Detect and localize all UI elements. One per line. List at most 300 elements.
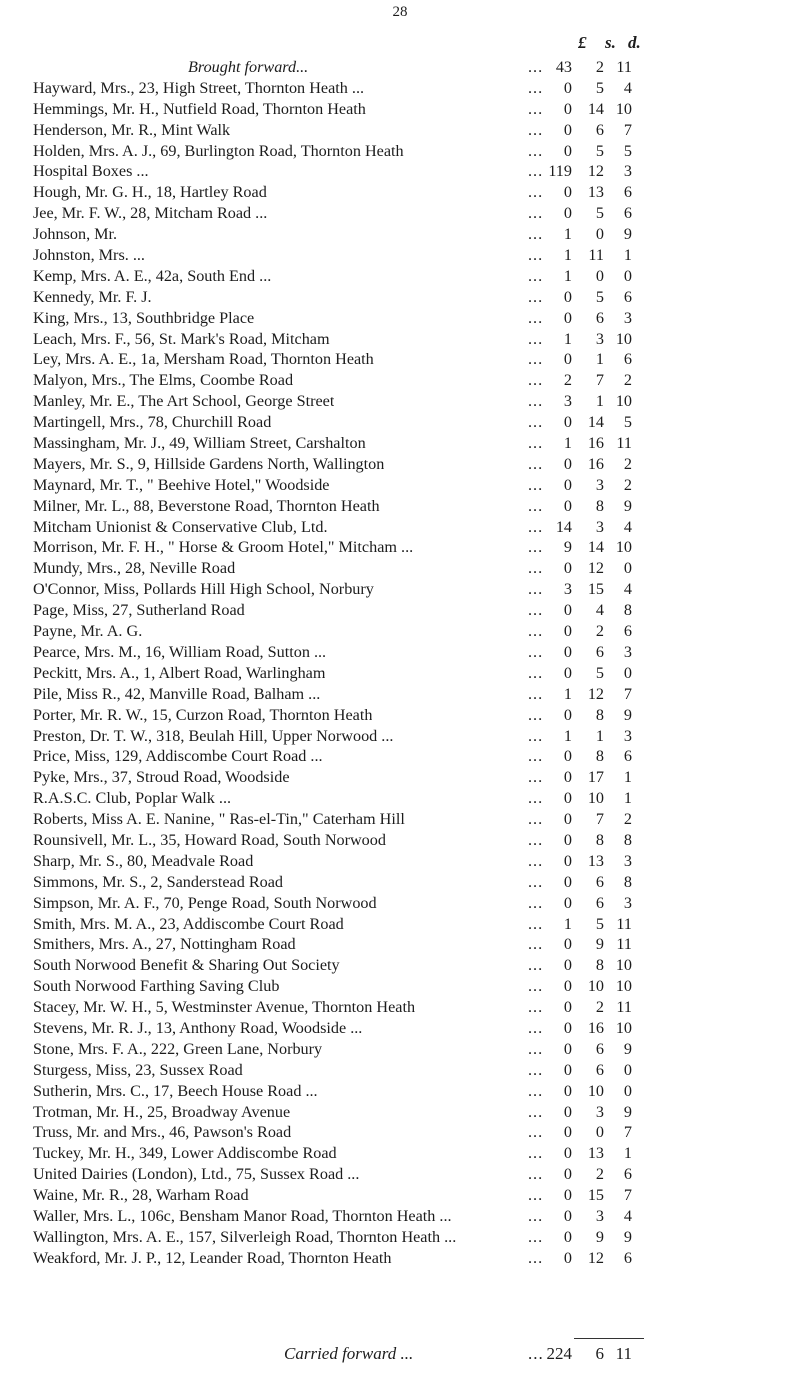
shillings-value: 5: [595, 914, 604, 933]
shillings-value: 12: [587, 684, 604, 703]
shillings-value: 9: [595, 1227, 604, 1246]
ledger-row: [0, 1060, 800, 1081]
pence-value: 10: [615, 977, 632, 996]
entry-name: Kemp, Mrs. A. E., 42a, South End ...: [33, 266, 272, 285]
entry-name: Ley, Mrs. A. E., 1a, Mersham Road, Thornton Heath: [33, 350, 374, 369]
entry-name: Weakford, Mr. J. P., 12, Leander Road, Thornton Heath: [33, 1248, 392, 1267]
shillings-value: 1: [595, 392, 604, 411]
ledger-row: [0, 663, 800, 684]
entry-name: Waller, Mrs. L., 106c, Bensham Manor Road, Thornton Heath ...: [33, 1206, 452, 1225]
pence-value: 10: [615, 956, 632, 975]
pence-value: 0: [623, 559, 632, 578]
entry-name: South Norwood Benefit & Sharing Out Society: [33, 956, 340, 975]
entry-name: Martingell, Mrs., 78, Churchill Road: [33, 413, 272, 432]
pence-value: 3: [623, 726, 632, 745]
pence-value: 9: [623, 1227, 632, 1246]
shillings-value: 14: [587, 99, 604, 118]
pounds-value: 0: [563, 642, 572, 661]
leader-dots: ...: [528, 246, 544, 265]
shillings-value: 10: [587, 1081, 604, 1100]
pounds-value: 0: [563, 1165, 572, 1184]
leader-dots: ...: [528, 1206, 544, 1225]
leader-dots: ...: [528, 1248, 544, 1267]
ledger-row: [0, 558, 800, 579]
leader-dots: ...: [528, 956, 544, 975]
pence-value: 4: [623, 517, 632, 536]
pence-value: 2: [623, 371, 632, 390]
pounds-value: 0: [563, 1227, 572, 1246]
pence-value: 6: [623, 1165, 632, 1184]
shillings-value: 0: [595, 1123, 604, 1142]
pence-value: 11: [616, 914, 632, 933]
ledger-row: [0, 475, 800, 496]
shillings-value: 3: [595, 517, 604, 536]
leader-dots: ...: [528, 872, 544, 891]
entry-name: Rounsivell, Mr. L., 35, Howard Road, South Norwood: [33, 830, 386, 849]
pounds-value: 0: [563, 1102, 572, 1121]
pence-value: 2: [623, 475, 632, 494]
leader-dots: ...: [528, 747, 544, 766]
pounds-value: 0: [563, 663, 572, 682]
entry-name: Waine, Mr. R., 28, Warham Road: [33, 1186, 249, 1205]
leader-dots: ...: [528, 162, 544, 181]
ledger-row: [0, 203, 800, 224]
entry-name: Pearce, Mrs. M., 16, William Road, Sutton ...: [33, 642, 327, 661]
ledger-row: [0, 767, 800, 788]
ledger-row: [0, 705, 800, 726]
pence-value: 11: [616, 58, 632, 76]
ledger-row: [0, 78, 800, 99]
brought-forward-row: [0, 57, 800, 78]
pounds-value: 14: [555, 517, 572, 536]
shillings-value: 12: [587, 559, 604, 578]
pounds-value: 0: [563, 830, 572, 849]
entry-name: Pyke, Mrs., 37, Stroud Road, Woodside: [33, 768, 290, 787]
ledger-row: [0, 224, 800, 245]
entry-name: Hemmings, Mr. H., Nutfield Road, Thornton Heath: [33, 99, 366, 118]
shillings-value: 6: [595, 642, 604, 661]
entry-name: Peckitt, Mrs. A., 1, Albert Road, Warlingham: [33, 663, 326, 682]
ledger-row: [0, 287, 800, 308]
leader-dots: ...: [528, 120, 544, 139]
shillings-value: 5: [595, 78, 604, 97]
leader-dots: ...: [528, 684, 544, 703]
ledger-row: [0, 621, 800, 642]
ledger-row: [0, 684, 800, 705]
pence-value: 1: [623, 789, 632, 808]
ledger-row: [0, 746, 800, 767]
pence-value: 8: [623, 830, 632, 849]
ledger-row: [0, 1081, 800, 1102]
pence-value: 6: [623, 622, 632, 641]
pence-value: 3: [623, 642, 632, 661]
pence-value: 5: [623, 141, 632, 160]
entry-name: Wallington, Mrs. A. E., 157, Silverleigh Road, Thornton Heath ...: [33, 1227, 457, 1246]
pounds-value: 1: [563, 266, 572, 285]
ledger-row: [0, 1164, 800, 1185]
entry-name: United Dairies (London), Ltd., 75, Sussex Road ...: [33, 1165, 360, 1184]
pounds-value: 0: [563, 204, 572, 223]
ledger-row: [0, 496, 800, 517]
leader-dots: ...: [528, 1018, 544, 1037]
leader-dots: ...: [528, 308, 544, 327]
pounds-value: 0: [563, 287, 572, 306]
ledger-row: [0, 726, 800, 747]
entry-name: Hospital Boxes ...: [33, 162, 149, 181]
leader-dots: ...: [528, 726, 544, 745]
total-rule: [574, 1338, 644, 1339]
pence-value: 10: [615, 392, 632, 411]
entry-name: Henderson, Mr. R., Mint Walk: [33, 120, 231, 139]
leader-dots: ...: [528, 705, 544, 724]
pounds-value: 0: [563, 413, 572, 432]
pounds-value: 3: [563, 392, 572, 411]
leader-dots: ...: [528, 998, 544, 1017]
pence-value: 1: [623, 1144, 632, 1163]
entry-name: South Norwood Farthing Saving Club: [33, 977, 280, 996]
leader-dots: ...: [528, 371, 544, 390]
leader-dots: ...: [528, 266, 544, 285]
shillings-value: 2: [595, 1165, 604, 1184]
shillings-value: 8: [595, 956, 604, 975]
pounds-value: 0: [563, 1060, 572, 1079]
pounds-value: 0: [563, 78, 572, 97]
shillings-value: 5: [595, 141, 604, 160]
ledger-row: [0, 914, 800, 935]
pounds-value: 119: [548, 162, 572, 181]
pence-value: 6: [623, 183, 632, 202]
entry-name: Mundy, Mrs., 28, Neville Road: [33, 559, 236, 578]
pence-value: 10: [615, 329, 632, 348]
shillings-value: 6: [595, 120, 604, 139]
pounds-value: 0: [563, 1039, 572, 1058]
pounds-value: 1: [563, 684, 572, 703]
pounds-value: 0: [563, 454, 572, 473]
pence-value: 7: [623, 1186, 632, 1205]
pounds-value: 0: [563, 956, 572, 975]
shillings-value: 16: [587, 454, 604, 473]
ledger-row: [0, 391, 800, 412]
pounds-value: 0: [563, 998, 572, 1017]
leader-dots: ...: [528, 768, 544, 787]
entry-name: Hayward, Mrs., 23, High Street, Thornton Heath ...: [33, 78, 365, 97]
leader-dots: ...: [528, 642, 544, 661]
leader-dots: ...: [528, 434, 544, 453]
shillings-value: 13: [587, 851, 604, 870]
shillings-total: 6: [595, 1344, 604, 1363]
shillings-value: 10: [587, 977, 604, 996]
pence-value: 11: [616, 998, 632, 1017]
leader-dots: ...: [528, 183, 544, 202]
entry-name: Holden, Mrs. A. J., 69, Burlington Road, Thornton Heath: [33, 141, 404, 160]
shillings-value: 15: [587, 1186, 604, 1205]
entry-name: Milner, Mr. L., 88, Beverstone Road, Thornton Heath: [33, 496, 380, 515]
pounds-value: 0: [563, 496, 572, 515]
pence-value: 6: [623, 204, 632, 223]
ledger-row: [0, 1185, 800, 1206]
ledger-row: [0, 1039, 800, 1060]
ledger-row: [0, 329, 800, 350]
ledger-row: [0, 1122, 800, 1143]
pounds-value: 1: [563, 726, 572, 745]
ledger-row: [0, 893, 800, 914]
ledger-row: [0, 976, 800, 997]
leader-dots: ...: [528, 204, 544, 223]
leader-dots: ...: [528, 1123, 544, 1142]
pence-value: 9: [623, 705, 632, 724]
shillings-value: 6: [595, 893, 604, 912]
pence-value: 3: [623, 851, 632, 870]
leader-dots: ...: [528, 1344, 544, 1363]
shillings-value: 17: [587, 768, 604, 787]
ledger-row: [0, 537, 800, 558]
entry-name: Tuckey, Mr. H., 349, Lower Addiscombe Road: [33, 1144, 337, 1163]
entry-name: Trotman, Mr. H., 25, Broadway Avenue: [33, 1102, 291, 1121]
ledger-row: [0, 120, 800, 141]
ledger-row: [0, 1227, 800, 1248]
carried-forward-row: [0, 1342, 800, 1366]
pence-value: 3: [623, 308, 632, 327]
shillings-value: 5: [595, 287, 604, 306]
column-header-pence: d.: [628, 33, 641, 52]
pounds-value: 0: [563, 1186, 572, 1205]
pounds-value: 0: [563, 350, 572, 369]
pounds-value: 0: [563, 475, 572, 494]
entry-name: Preston, Dr. T. W., 318, Beulah Hill, Upper Norwood ...: [33, 726, 394, 745]
shillings-value: 13: [587, 183, 604, 202]
pounds-value: 0: [563, 1248, 572, 1267]
leader-dots: ...: [528, 663, 544, 682]
pounds-value: 0: [563, 183, 572, 202]
entry-name: Massingham, Mr. J., 49, William Street, Carshalton: [33, 434, 366, 453]
ledger-row: [0, 349, 800, 370]
entry-name: R.A.S.C. Club, Poplar Walk ...: [33, 789, 232, 808]
ledger-row: [0, 433, 800, 454]
leader-dots: ...: [528, 830, 544, 849]
pence-value: 0: [623, 1081, 632, 1100]
shillings-value: 8: [595, 705, 604, 724]
pence-value: 1: [623, 768, 632, 787]
pence-value: 9: [623, 1039, 632, 1058]
ledger-row: [0, 830, 800, 851]
ledger-row: [0, 997, 800, 1018]
entry-name: Stacey, Mr. W. H., 5, Westminster Avenue, Thornton Heath: [33, 998, 416, 1017]
pence-value: 2: [623, 810, 632, 829]
pence-value: 6: [623, 350, 632, 369]
leader-dots: ...: [528, 225, 544, 244]
shillings-value: 6: [595, 1060, 604, 1079]
shillings-value: 3: [595, 329, 604, 348]
entry-name: Porter, Mr. R. W., 15, Curzon Road, Thornton Heath: [33, 705, 373, 724]
ledger-row: [0, 1018, 800, 1039]
entry-name: Page, Miss, 27, Sutherland Road: [33, 601, 245, 620]
shillings-value: 12: [587, 1248, 604, 1267]
leader-dots: ...: [528, 1081, 544, 1100]
pounds-value: 0: [563, 935, 572, 954]
entry-name: Smith, Mrs. M. A., 23, Addiscombe Court Road: [33, 914, 344, 933]
pence-value: 8: [623, 872, 632, 891]
pounds-value: 0: [563, 872, 572, 891]
entry-name: Sutherin, Mrs. C., 17, Beech House Road ...: [33, 1081, 318, 1100]
pence-value: 0: [623, 663, 632, 682]
ledger-row: [0, 141, 800, 162]
shillings-value: 11: [588, 246, 604, 265]
leader-dots: ...: [528, 538, 544, 557]
entry-name: King, Mrs., 13, Southbridge Place: [33, 308, 255, 327]
entry-name: Truss, Mr. and Mrs., 46, Pawson's Road: [33, 1123, 292, 1142]
shillings-value: 8: [595, 830, 604, 849]
pence-value: 7: [623, 684, 632, 703]
pounds-value: 0: [563, 977, 572, 996]
entry-name: O'Connor, Miss, Pollards Hill High School, Norbury: [33, 580, 374, 599]
shillings-value: 10: [587, 789, 604, 808]
entry-name: Kennedy, Mr. F. J.: [33, 287, 152, 306]
entry-name: Johnson, Mr.: [33, 225, 118, 244]
ledger-list: [0, 57, 800, 1269]
ledger-row: [0, 454, 800, 475]
ledger-row: [0, 955, 800, 976]
ledger-row: [0, 1206, 800, 1227]
shillings-value: 7: [595, 371, 604, 390]
ledger-row: [0, 182, 800, 203]
pounds-value: 0: [563, 559, 572, 578]
pounds-value: 1: [563, 434, 572, 453]
column-header-shillings: s.: [605, 33, 616, 52]
entry-name: Jee, Mr. F. W., 28, Mitcham Road ...: [33, 204, 268, 223]
pence-total: 11: [615, 1344, 632, 1363]
pence-value: 4: [623, 78, 632, 97]
pence-value: 10: [615, 538, 632, 557]
ledger-row: [0, 1143, 800, 1164]
carried-forward-label: Carried forward ...: [284, 1344, 414, 1363]
shillings-value: 7: [595, 810, 604, 829]
leader-dots: ...: [528, 914, 544, 933]
pounds-value: 9: [563, 538, 572, 557]
pounds-value: 0: [563, 789, 572, 808]
pence-value: 0: [623, 1060, 632, 1079]
shillings-value: 8: [595, 496, 604, 515]
shillings-value: 5: [595, 204, 604, 223]
pounds-total: 224: [546, 1344, 572, 1363]
shillings-value: 14: [587, 538, 604, 557]
entry-name: Stone, Mrs. F. A., 222, Green Lane, Norbury: [33, 1039, 323, 1058]
pence-value: 2: [623, 454, 632, 473]
pounds-value: 0: [563, 1144, 572, 1163]
ledger-row: [0, 579, 800, 600]
leader-dots: ...: [528, 141, 544, 160]
leader-dots: ...: [528, 977, 544, 996]
pence-value: 9: [623, 496, 632, 515]
leader-dots: ...: [528, 413, 544, 432]
ledger-row: [0, 1102, 800, 1123]
leader-dots: ...: [528, 1165, 544, 1184]
pence-value: 10: [615, 99, 632, 118]
shillings-value: 8: [595, 747, 604, 766]
entry-name: Mayers, Mr. S., 9, Hillside Gardens North, Wallington: [33, 454, 385, 473]
pounds-value: 2: [563, 371, 572, 390]
ledger-row: [0, 517, 800, 538]
shillings-value: 0: [595, 225, 604, 244]
ledger-row: [0, 161, 800, 182]
leader-dots: ...: [528, 454, 544, 473]
pence-value: 0: [623, 266, 632, 285]
pence-value: 6: [623, 747, 632, 766]
leader-dots: ...: [528, 1039, 544, 1058]
entry-name: Leach, Mrs. F., 56, St. Mark's Road, Mitcham: [33, 329, 330, 348]
entry-name: Sturgess, Miss, 23, Sussex Road: [33, 1060, 243, 1079]
pounds-value: 1: [563, 246, 572, 265]
ledger-row: [0, 370, 800, 391]
brought-forward-label: Brought forward...: [188, 58, 309, 76]
entry-name: Morrison, Mr. F. H., " Horse & Groom Hotel," Mitcham ...: [33, 538, 414, 557]
ledger-row: [0, 809, 800, 830]
leader-dots: ...: [528, 1060, 544, 1079]
pounds-value: 0: [563, 1123, 572, 1142]
pounds-value: 0: [563, 1206, 572, 1225]
entry-name: Smithers, Mrs. A., 27, Nottingham Road: [33, 935, 296, 954]
entry-name: Pile, Miss R., 42, Manville Road, Balham ...: [33, 684, 321, 703]
pounds-value: 0: [563, 141, 572, 160]
leader-dots: ...: [528, 601, 544, 620]
pence-value: 9: [623, 1102, 632, 1121]
entry-name: Simmons, Mr. S., 2, Sanderstead Road: [33, 872, 284, 891]
pence-value: 9: [623, 225, 632, 244]
pounds-value: 3: [563, 580, 572, 599]
ledger-row: [0, 245, 800, 266]
leader-dots: ...: [528, 1227, 544, 1246]
leader-dots: ...: [528, 517, 544, 536]
shillings-value: 1: [595, 726, 604, 745]
entry-name: Mitcham Unionist & Conservative Club, Ltd.: [33, 517, 328, 536]
entry-name: Roberts, Miss A. E. Nanine, " Ras-el-Tin," Caterham Hill: [33, 810, 405, 829]
pounds-value: 43: [555, 58, 572, 76]
pounds-value: 0: [563, 810, 572, 829]
pence-value: 11: [616, 935, 632, 954]
entry-rows: [0, 78, 800, 1269]
pence-value: 3: [623, 893, 632, 912]
leader-dots: ...: [528, 789, 544, 808]
pence-value: 4: [623, 580, 632, 599]
leader-dots: ...: [528, 475, 544, 494]
ledger-row: [0, 308, 800, 329]
leader-dots: ...: [528, 893, 544, 912]
leader-dots: ...: [528, 58, 544, 76]
entry-name: Price, Miss, 129, Addiscombe Court Road ...: [33, 747, 323, 766]
pounds-value: 0: [563, 99, 572, 118]
column-header-pounds: £: [578, 33, 587, 52]
ledger-row: [0, 1248, 800, 1269]
shillings-value: 2: [595, 998, 604, 1017]
pence-value: 7: [623, 1123, 632, 1142]
leader-dots: ...: [528, 559, 544, 578]
shillings-value: 12: [587, 162, 604, 181]
shillings-value: 6: [595, 1039, 604, 1058]
pence-value: 6: [623, 1248, 632, 1267]
shillings-value: 3: [595, 1102, 604, 1121]
ledger-row: [0, 99, 800, 120]
pounds-value: 0: [563, 851, 572, 870]
leader-dots: ...: [528, 580, 544, 599]
shillings-value: 14: [587, 413, 604, 432]
shillings-value: 2: [595, 58, 604, 76]
pounds-value: 0: [563, 1081, 572, 1100]
pounds-value: 0: [563, 768, 572, 787]
entry-name: Manley, Mr. E., The Art School, George Street: [33, 392, 335, 411]
leader-dots: ...: [528, 1186, 544, 1205]
shillings-value: 0: [595, 266, 604, 285]
shillings-value: 3: [595, 475, 604, 494]
leader-dots: ...: [528, 99, 544, 118]
